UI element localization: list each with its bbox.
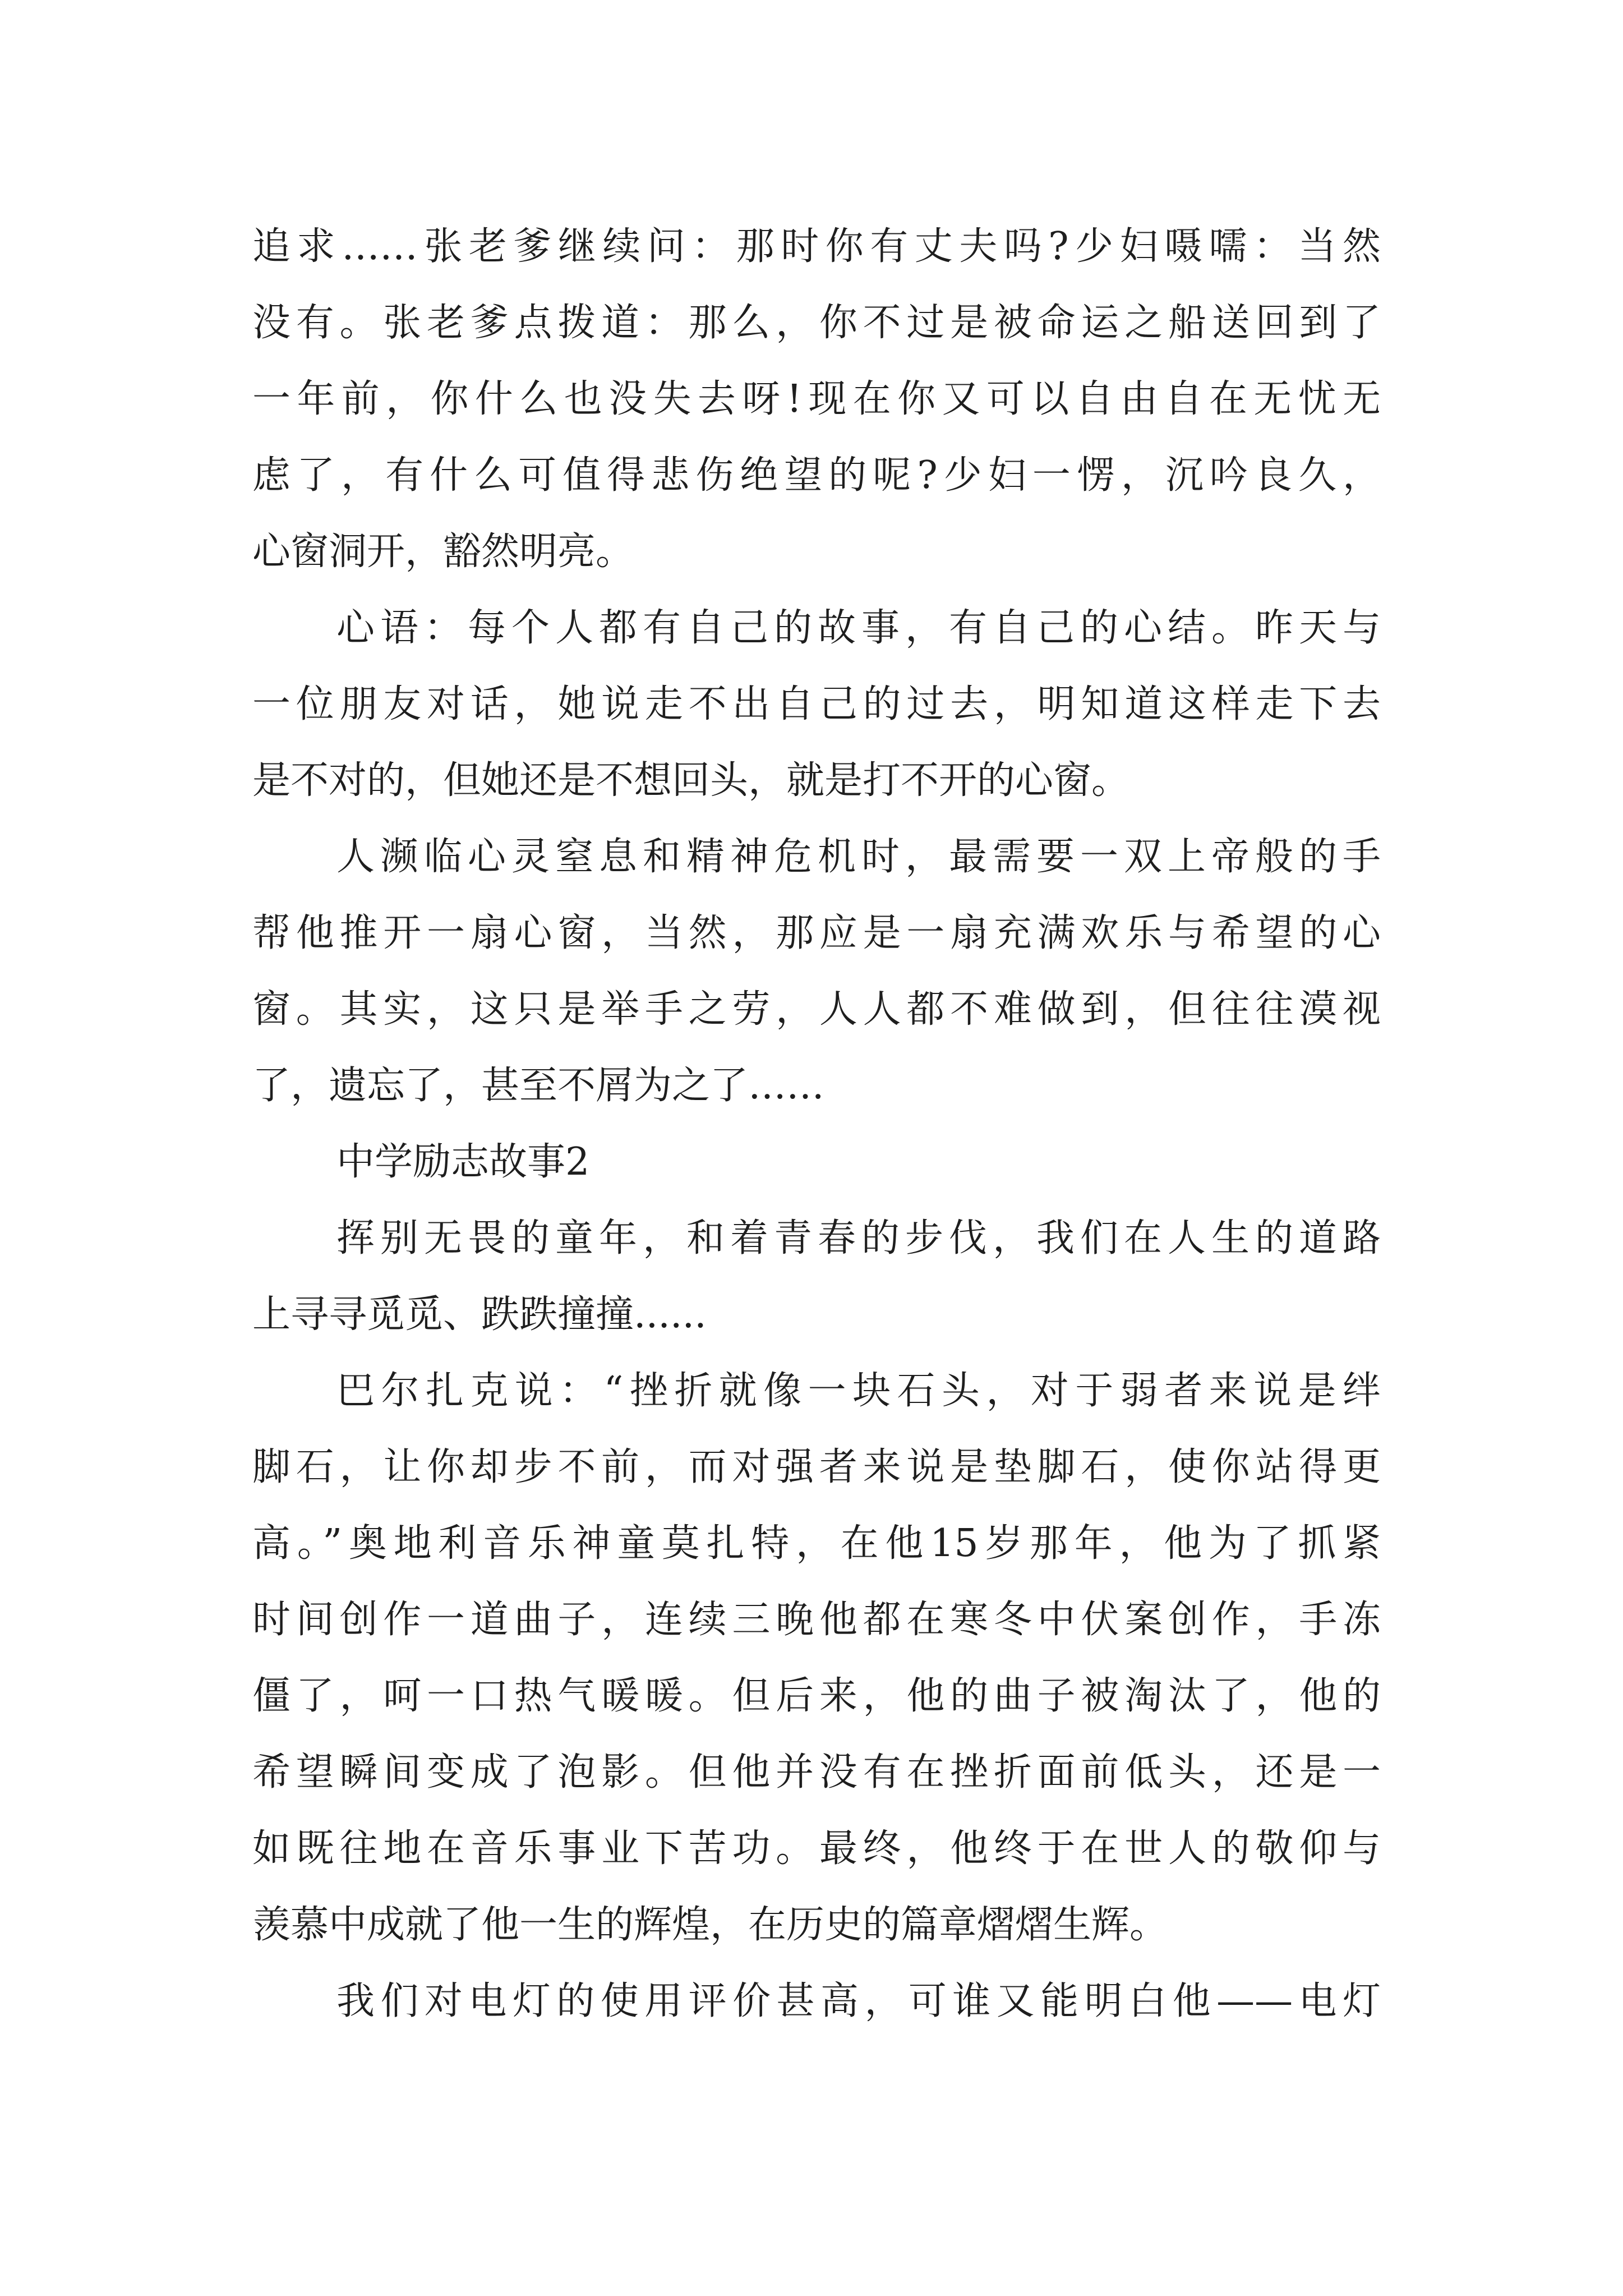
text-line: 羡慕中成就了他一生的辉煌，在历史的篇章熠熠生辉。: [252, 1903, 1168, 1947]
text-line: 希望瞬间变成了泡影。但他并没有在挫折面前低头，还是一: [252, 1750, 1381, 1795]
paragraph: [252, 590, 1381, 819]
section-heading: [252, 1124, 1381, 1200]
text-line: 我们对电灯的使用评价甚高，可谁又能明白他——电灯: [336, 1979, 1381, 2023]
text-line: 脚石，让你却步不前，而对强者来说是垫脚石，使你站得更: [252, 1445, 1381, 1489]
text-line: 虑了，有什么可值得悲伤绝望的呢?少妇一愣，沉吟良久，: [252, 453, 1381, 498]
text-line: 人濒临心灵窒息和精神危机时，最需要一双上帝般的手: [336, 835, 1381, 879]
text-line: 一年前，你什么也没失去呀!现在你又可以自由自在无忧无: [252, 377, 1381, 421]
text-line: 挥别无畏的童年，和着青春的步伐，我们在人生的道路: [336, 1216, 1381, 1260]
text-line: 时间创作一道曲子，连续三晚他都在寒冬中伏案创作，手冻: [252, 1598, 1381, 1642]
text-line: 追求……张老爹继续问：那时你有丈夫吗?少妇嗫嚅：当然: [252, 224, 1381, 269]
text-line: 帮他推开一扇心窗，当然，那应是一扇充满欢乐与希望的心: [252, 911, 1381, 955]
heading-line: 中学励志故事2: [336, 1140, 590, 1184]
text-line: 心窗洞开，豁然明亮。: [252, 530, 634, 574]
text-line: 巴尔扎克说：“挫折就像一块石头，对于弱者来说是绊: [336, 1369, 1381, 1413]
text-line: 没有。张老爹点拨道：那么，你不过是被命运之船送回到了: [252, 301, 1381, 345]
paragraph: [252, 209, 1381, 590]
paragraph: [252, 1353, 1381, 1963]
text-line: 高。”奥地利音乐神童莫扎特，在他15岁那年，他为了抓紧: [252, 1521, 1381, 1566]
text-line: 了，遗忘了，甚至不屑为之了……: [252, 1064, 825, 1108]
paragraph: [252, 819, 1381, 1124]
text-line: 上寻寻觅觅、跌跌撞撞......: [252, 1292, 707, 1337]
text-line: 是不对的，但她还是不想回头，就是打不开的心窗。: [252, 758, 1130, 803]
text-line: 一位朋友对话，她说走不出自己的过去，明知道这样走下去: [252, 682, 1381, 726]
paragraph: [252, 1200, 1381, 1353]
text-line: 心语：每个人都有自己的故事，有自己的心结。昨天与: [336, 606, 1381, 650]
text-line: 窗。其实，这只是举手之劳，人人都不难做到，但往往漠视: [252, 987, 1381, 1032]
text-line: 僵了，呵一口热气暖暖。但后来，他的曲子被淘汰了，他的: [252, 1674, 1381, 1718]
text-line: 如既往地在音乐事业下苦功。最终，他终于在世人的敬仰与: [252, 1826, 1381, 1871]
body-text: [252, 209, 1381, 2040]
paragraph: [252, 1963, 1381, 2040]
